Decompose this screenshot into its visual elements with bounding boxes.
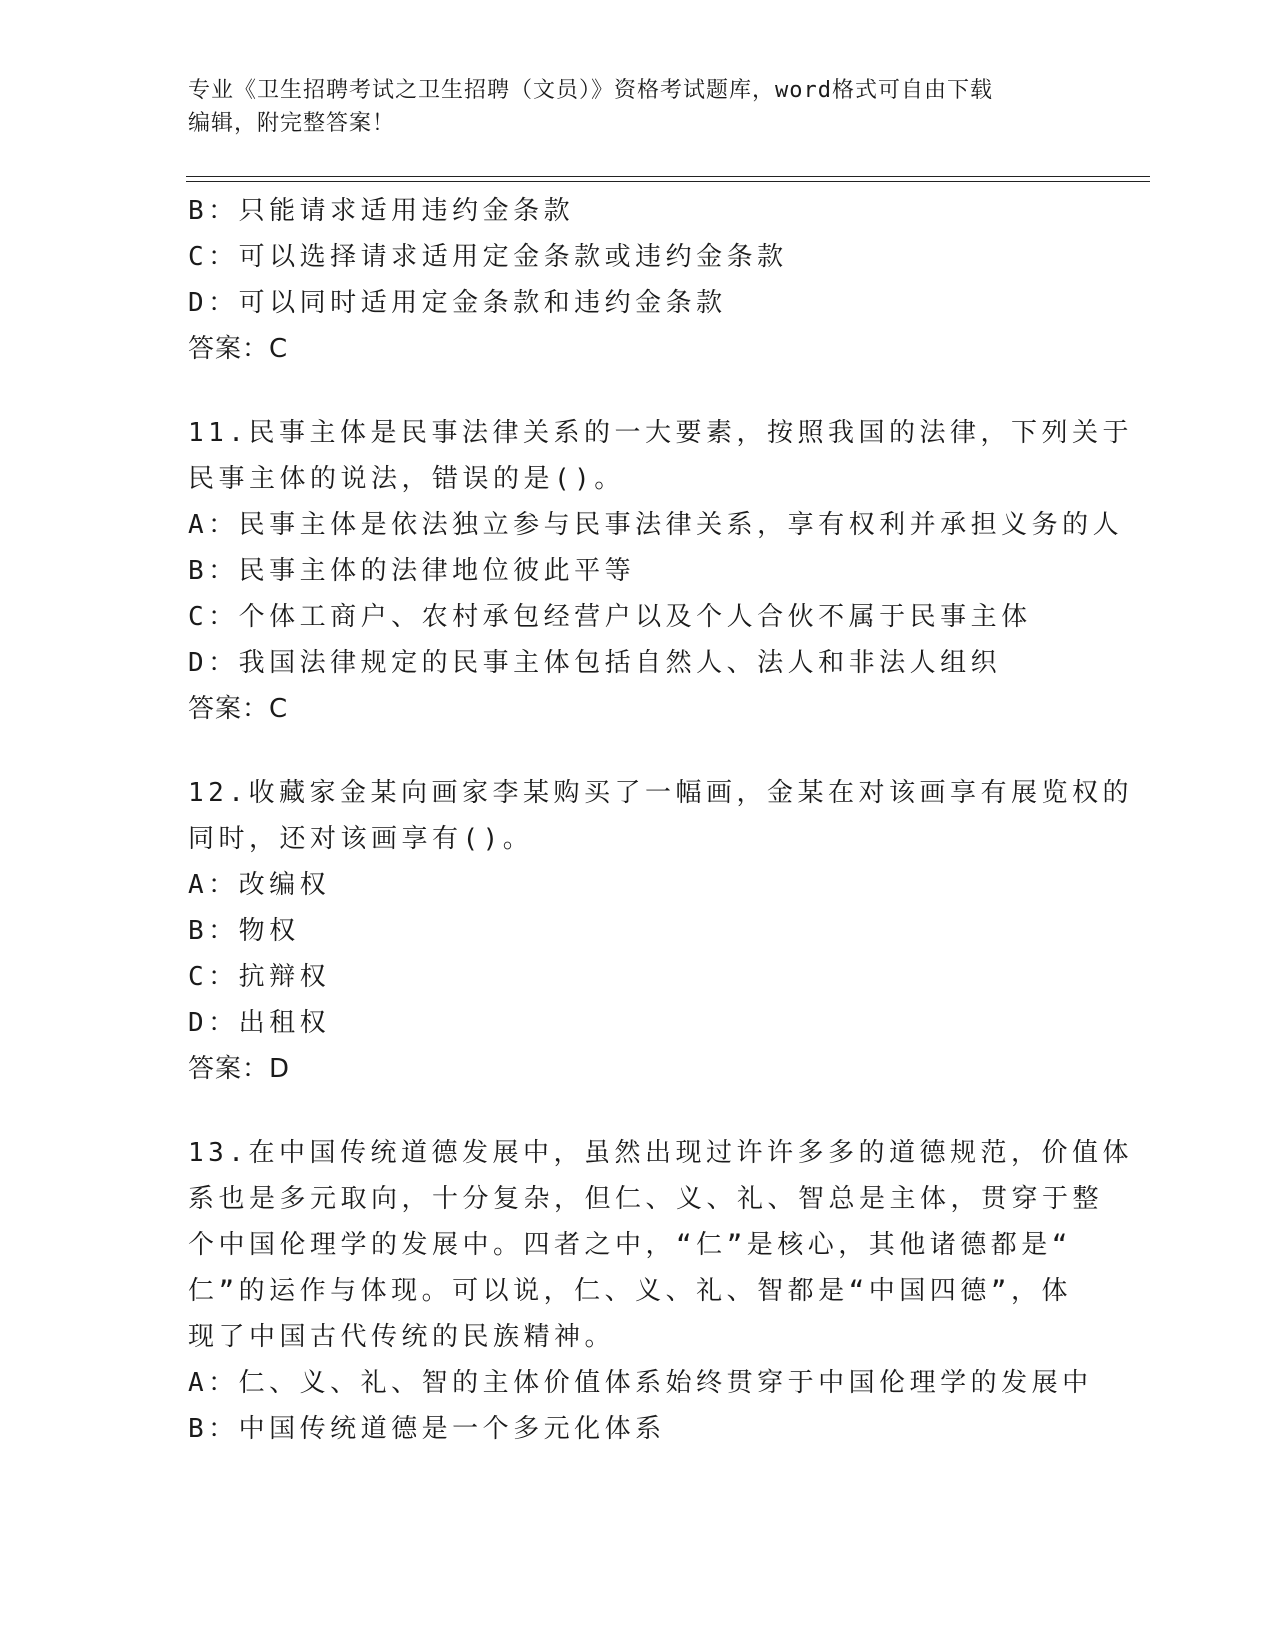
question-list bbox=[188, 188, 1133, 1452]
option-c: C：可以选择请求适用定金条款或违约金条款 bbox=[188, 242, 788, 272]
stem-line: 现了中国古代传统的民族精神。 bbox=[188, 1322, 616, 1352]
option-b: B：只能请求适用违约金条款 bbox=[188, 196, 575, 226]
answer-label: 答案：C bbox=[188, 334, 289, 364]
question-stem bbox=[188, 1130, 1133, 1360]
stem-line: 仁”的运作与体现。可以说，仁、义、礼、智都是“中国四德”，体 bbox=[188, 1276, 1072, 1306]
question-stem bbox=[188, 770, 1133, 862]
option-b: B：民事主体的法律地位彼此平等 bbox=[188, 556, 636, 586]
option-a: A：仁、义、礼、智的主体价值体系始终贯穿于中国伦理学的发展中 bbox=[188, 1368, 1093, 1398]
option-d: D：我国法律规定的民事主体包括自然人、法人和非法人组织 bbox=[188, 648, 1002, 678]
option-c: C：个体工商户、农村承包经营户以及个人合伙不属于民事主体 bbox=[188, 602, 1032, 632]
option-a: A：民事主体是依法独立参与民事法律关系，享有权利并承担义务的人 bbox=[188, 510, 1124, 540]
stem-line: 民事主体的说法，错误的是()。 bbox=[188, 464, 625, 494]
header-line-2: 编辑，附完整答案！ bbox=[188, 111, 396, 136]
option-d: D：可以同时适用定金条款和违约金条款 bbox=[188, 288, 727, 318]
document-header bbox=[188, 74, 1068, 140]
option-a: A：改编权 bbox=[188, 870, 331, 900]
option-b: B：中国传统道德是一个多元化体系 bbox=[188, 1414, 666, 1444]
stem-line: 12.收藏家金某向画家李某购买了一幅画，金某在对该画享有展览权的 bbox=[188, 778, 1133, 808]
option-c: C：抗辩权 bbox=[188, 962, 331, 992]
question-stem bbox=[188, 410, 1133, 502]
header-line-1: 专业《卫生招聘考试之卫生招聘（文员）》资格考试题库，word格式可自由下载 bbox=[188, 78, 993, 103]
stem-line: 11.民事主体是民事法律关系的一大要素，按照我国的法律，下列关于 bbox=[188, 418, 1133, 448]
option-b: B：物权 bbox=[188, 916, 300, 946]
stem-line: 系也是多元取向，十分复杂，但仁、义、礼、智总是主体，贯穿于整 bbox=[188, 1184, 1104, 1214]
question-11 bbox=[188, 410, 1133, 732]
option-d: D：出租权 bbox=[188, 1008, 331, 1038]
header-double-rule bbox=[186, 176, 1150, 182]
question-13 bbox=[188, 1130, 1133, 1452]
answer-label: 答案：D bbox=[188, 1054, 291, 1084]
question-10 bbox=[188, 188, 1088, 372]
stem-line: 13.在中国传统道德发展中，虽然出现过许许多多的道德规范，价值体 bbox=[188, 1138, 1133, 1168]
answer-label: 答案：C bbox=[188, 694, 289, 724]
question-12 bbox=[188, 770, 1133, 1092]
stem-line: 个中国伦理学的发展中。四者之中，“仁”是核心，其他诸德都是“ bbox=[188, 1230, 1072, 1260]
stem-line: 同时，还对该画享有()。 bbox=[188, 824, 534, 854]
